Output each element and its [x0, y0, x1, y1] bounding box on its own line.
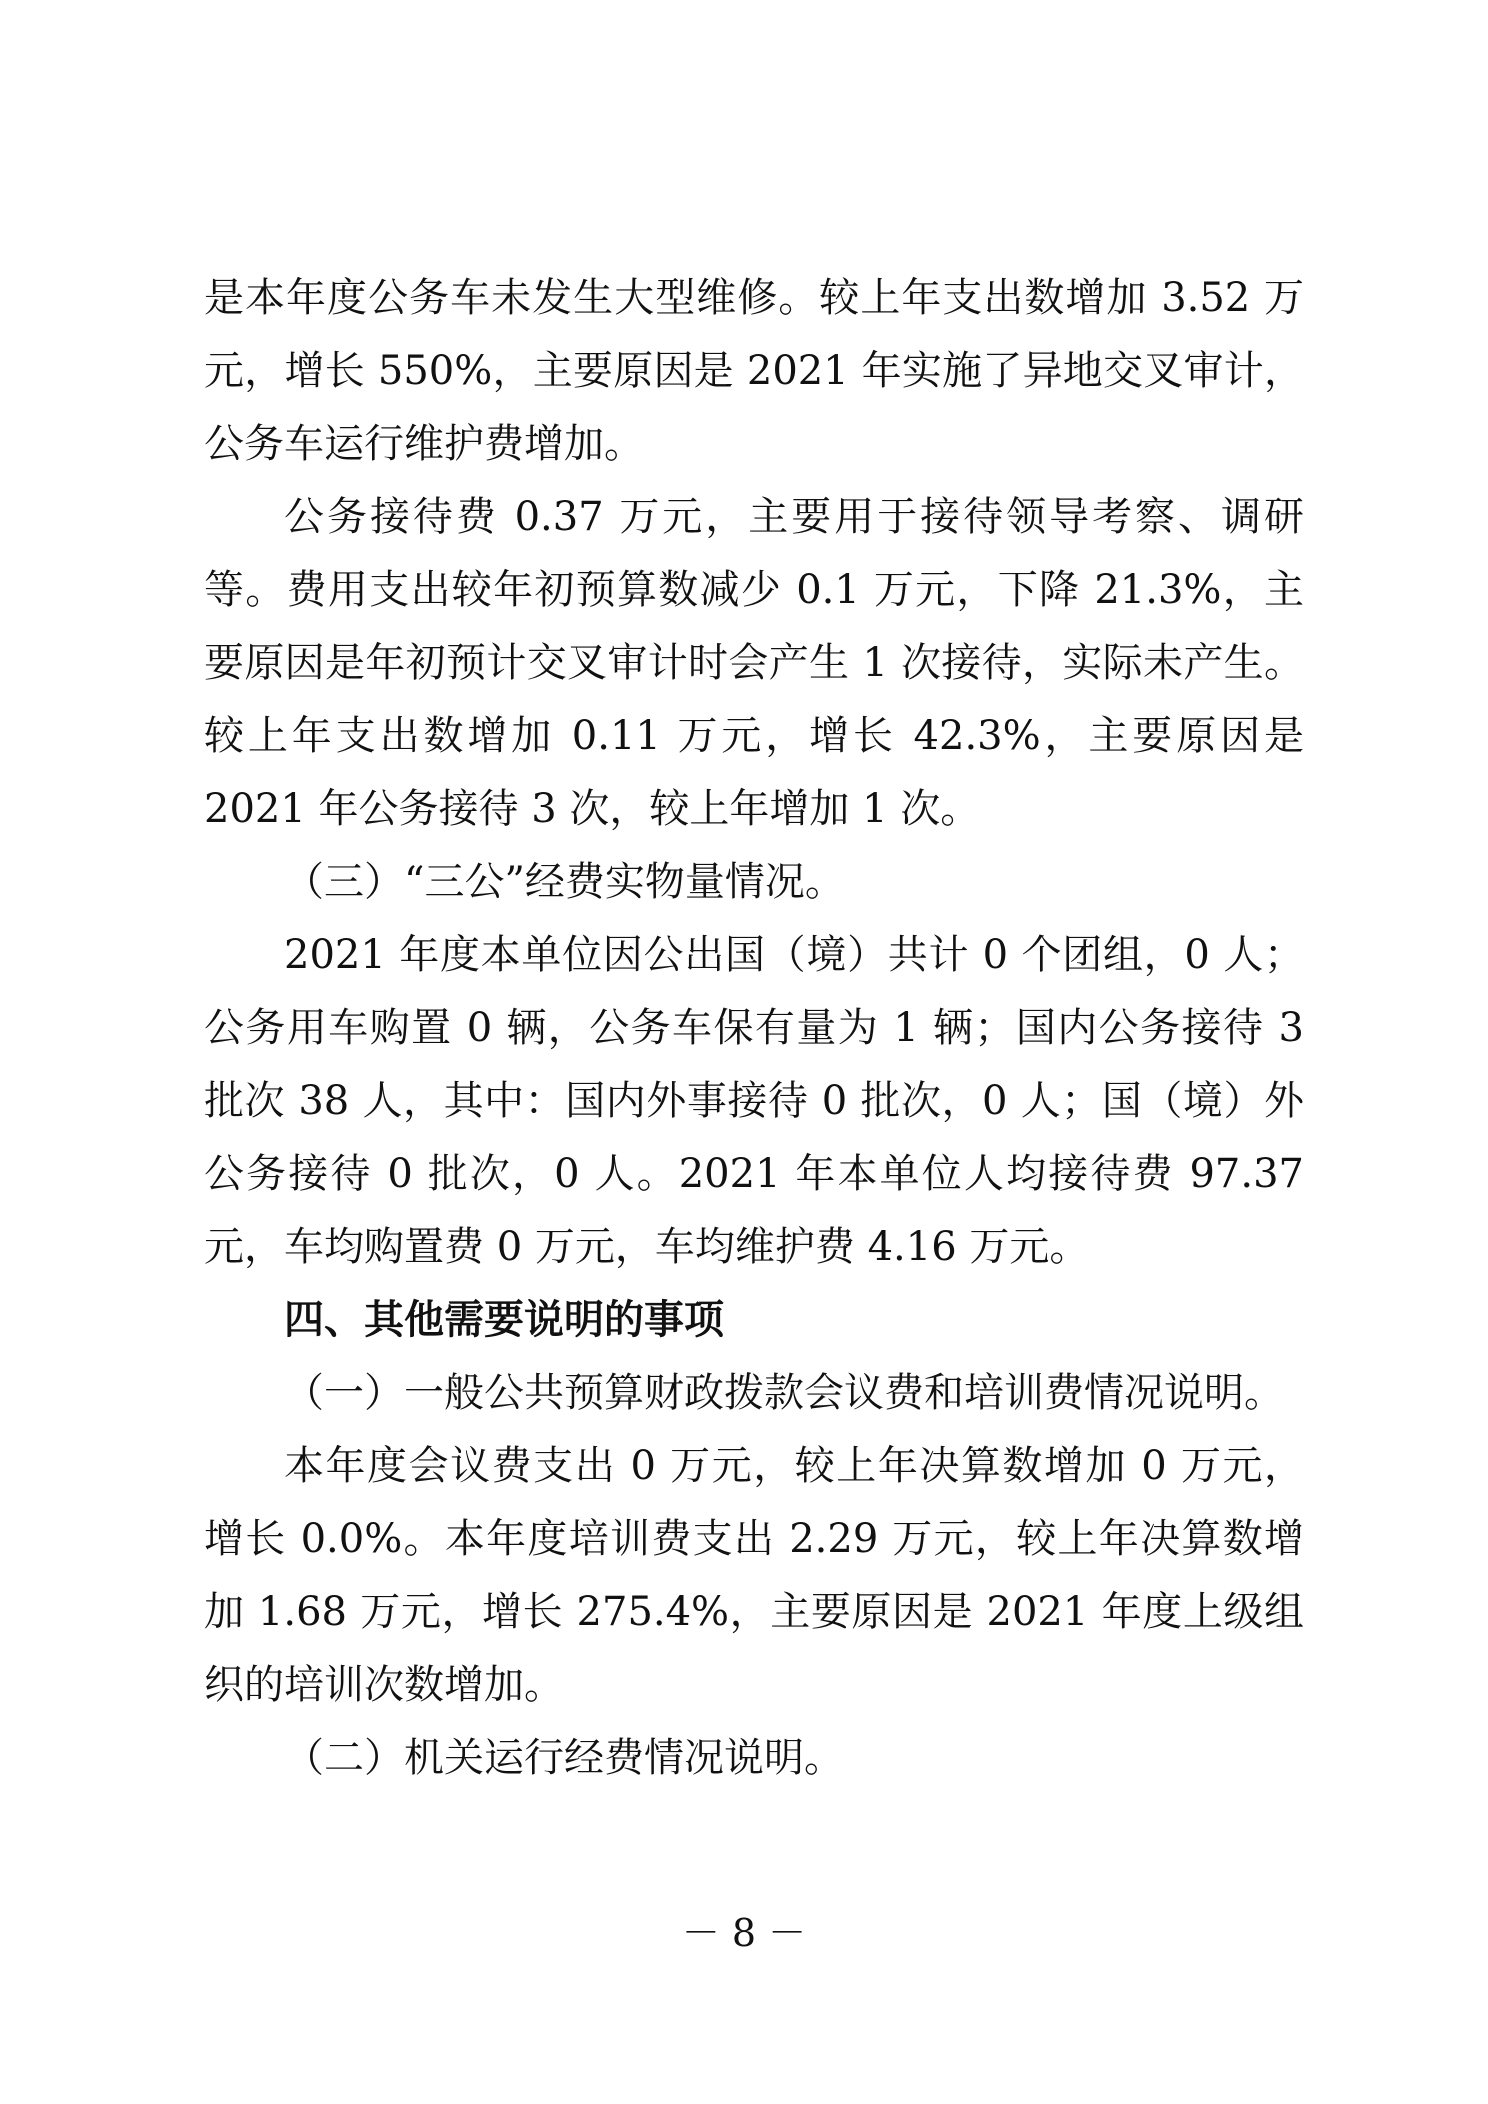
- paragraph-vehicle-maintenance-continued: 是本年度公务车未发生大型维修。较上年支出数增加 3.52 万元，增长 550%，主要原因是 2021 年实施了异地交叉审计，公务车运行维护费增加。: [204, 275, 1304, 467]
- body-text: [204, 262, 1304, 1795]
- page-number: － 8 －: [681, 1911, 807, 1955]
- paragraph-meeting-training-details: 本年度会议费支出 0 万元，较上年决算数增加 0 万元，增长 0.0%。本年度培训费支出 2.29 万元，较上年决算数增加 1.68 万元，增长 275.4%，主要原因是 2021 年度上级组织的培训次数增加。: [204, 1443, 1304, 1708]
- subheading-meeting-training-fees: （一）一般公共预算财政拨款会议费和培训费情况说明。: [284, 1370, 1284, 1416]
- paragraph-physical-quantity-details: 2021 年度本单位因公出国（境）共计 0 个团组，0 人；公务用车购置 0 辆，公务车保有量为 1 辆；国内公务接待 3 批次 38 人，其中：国内外事接待 0 批次，0 人；国（境）外公务接待 0 批次，0 人。2021 年本单位人均接待费 97.37 元，车均购置费 0 万元，车均维护费 4.16 万元。: [204, 932, 1304, 1270]
- paragraph-reception-expenses: 公务接待费 0.37 万元，主要用于接待领导考察、调研等。费用支出较年初预算数减少 0.1 万元，下降 21.3%，主要原因是年初预计交叉审计时会产生 1 次接待，实际未产生。较上年支出数增加 0.11 万元，增长 42.3%，主要原因是 2021 年公务接待 3 次，较上年增加 1 次。: [204, 494, 1304, 832]
- section-heading-other-matters: 四、其他需要说明的事项: [284, 1297, 724, 1343]
- subheading-operating-expenses: （二）机关运行经费情况说明。: [284, 1735, 844, 1781]
- subheading-physical-quantity: （三）“三公”经费实物量情况。: [284, 859, 845, 905]
